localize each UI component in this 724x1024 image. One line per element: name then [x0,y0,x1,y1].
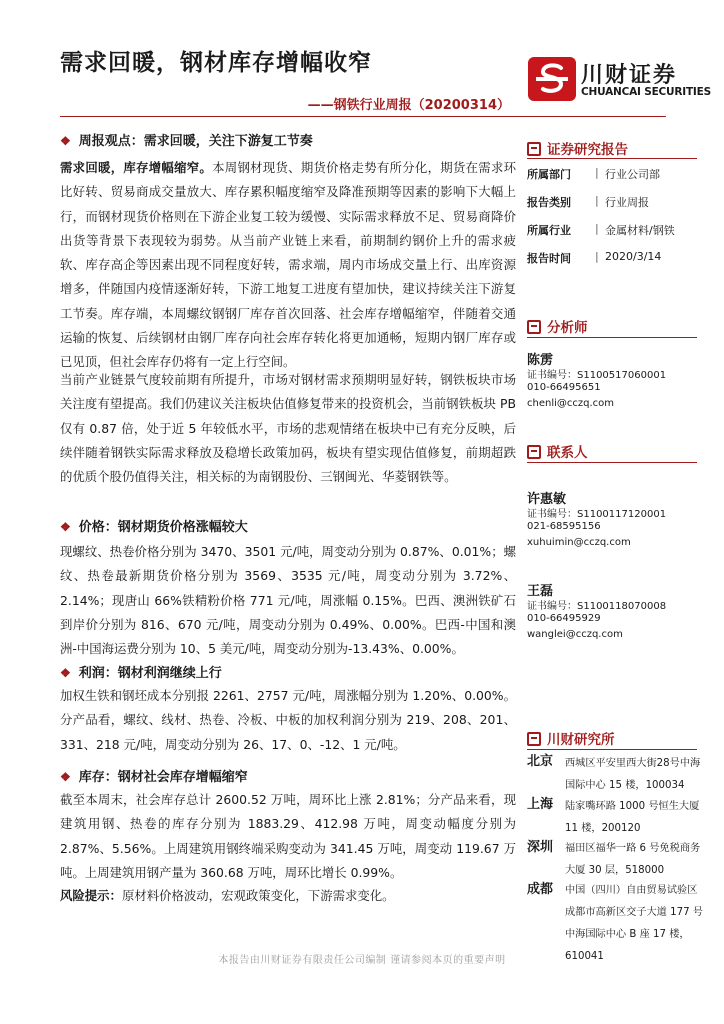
contact-name: 王磊 [527,584,554,599]
logo-english-name: CHUANCAI SECURITIES [581,86,711,98]
office-city: 北京 [527,754,554,769]
contact-cert: 证书编号：S1100117120001 [527,509,667,520]
page-footer-disclaimer: 本报告由川财证券有限责任公司编制 谨请参阅本页的重要声明 [218,955,506,966]
office-city: 深圳 [527,840,554,855]
section-heading-inventory: ❖ 库存：钢材社会库存增幅缩窄 [60,770,248,785]
contact-name: 许惠敏 [527,492,567,507]
diamond-bullet-icon: ❖ [60,666,71,680]
analyst-name: 陈雳 [527,353,554,368]
diamond-bullet-icon: ❖ [60,770,71,784]
contact-phone: 010-66495929 [527,613,601,624]
office-address: 西城区平安里西大街28号中海国际中心 15 楼，100034 [565,758,701,791]
contact-phone: 021-68595156 [527,521,601,532]
sidebar-divider [527,337,697,338]
office-address: 陆家嘴环路 1000 号恒生大厦 11 楼，200120 [565,801,700,834]
analyst-cert: 证书编号：S1100517060001 [527,370,667,381]
contact-cert: 证书编号：S1100118070008 [527,601,667,612]
sidebar-heading-institute: 川财研究所 [527,728,615,748]
outlook-paragraph-2: 当前产业链景气度较前期有所提升，市场对钢材需求预期明显好转，钢铁板块市场关注度有望提高。我们仍建议关注板块估值修复带来的投资机会，当前钢铁板块 PB 仅有 0.87 倍，处于近 5 年较低水平，市场的悲观情绪在板块中已有充分反映，后续伴随着钢铁实际需求释放及稳增长政策加码，板块有望实现估值修复，前期超跌的优质个股仍值得关注，相关标的为南钢股份、三钢闽光、华菱钢铁等。 [60,372,516,485]
report-title: 需求回暖，钢材库存增幅收窄 [60,49,372,76]
contact-email[interactable]: wanglei@cczq.com [527,629,623,640]
info-row-department: 所属部门 | 行业公司部 [527,166,697,190]
section-heading-profit: ❖ 利润：钢材利润继续上行 [60,666,222,681]
outlook-lead: 需求回暖，库存增幅缩窄。 [60,160,213,175]
chuancai-logo-icon [527,56,577,102]
diamond-bullet-icon: ❖ [60,134,71,148]
inventory-paragraph: 截至本周末，社会库存总计 2600.52 万吨，周环比上涨 2.81%；分产品来看，现建筑用钢、热卷的库存分别为 1883.29、412.98 万吨，周变动幅度分别为 2.87%、5.56%。上周建筑用钢终端采购变动为 341.45 万吨，周变动 119.67 万吨。上周建筑用钢产量为 360.68 万吨，周环比增长 0.99%。 [60,792,516,880]
contact-email[interactable]: xuhuimin@cczq.com [527,537,631,548]
risk-label: 风险提示： [60,888,122,903]
section-marker-icon [527,142,541,156]
outlook-paragraph-1: 需求回暖，库存增幅缩窄。本周钢材现货、期货价格走势有所分化，期货在需求环比好转、贸易商成交量放大、库存累积幅度缩窄及降准预期等因素的影响下大幅上行，而钢材现货价格则在下游企业复工较为缓慢、实际需求释放不足、贸易商降价出货等背景下表现较为弱势。从当前产业链上来看，前期制约钢价上升的需求疲软、库存高企等因素出现不同程度好转，需求端，周内市场成交量上行、出库资源增多，伴随国内疫情逐渐好转，下游工地复工进度有望加快，建议持续关注下游复工节奏。库存端，本周螺纹钢钢厂库存首次回落、社会库存增幅缩窄，伴随着交通运输的恢复、后续钢材由钢厂库存向社会库存转化将更加通畅，短期内钢厂库存或已见顶，但社会库存仍将有一定上行空间。 [60,160,517,370]
sidebar-heading-report: 证券研究报告 [527,138,628,158]
info-row-category: 报告类别 | 行业周报 [527,194,697,218]
header-divider [60,116,666,117]
sidebar-divider [527,462,697,463]
section-heading-price: ❖ 价格：钢材期货价格涨幅较大 [60,520,248,535]
office-address: 福田区福华一路 6 号免税商务大厦 30 层，518000 [565,843,701,876]
section-marker-icon [527,732,541,746]
office-address: 中国（四川）自由贸易试验区成都市高新区交子大道 177 号中海国际中心 B 座 17 楼，610041 [565,885,703,962]
info-row-date: 报告时间 | 2020/3/14 [527,250,697,274]
analyst-email[interactable]: chenli@cczq.com [527,398,615,409]
risk-warning: 风险提示：原材料价格波动，宏观政策变化，下游需求变化。 [60,888,395,903]
sidebar-divider [527,158,697,159]
diamond-bullet-icon: ❖ [60,520,71,534]
profit-paragraph: 加权生铁和钢坯成本分别报 2261、2757 元/吨，周涨幅分别为 1.20%、0.00%。分产品看，螺纹、线材、热卷、冷板、中板的加权利润分别为 219、208、201、331、218 元/吨，周变动分别为 26、17、0、-12、1 元/吨。 [60,688,516,752]
section-marker-icon [527,320,541,334]
section-marker-icon [527,445,541,459]
price-paragraph: 现螺纹、热卷价格分别为 3470、3501 元/吨，周变动分别为 0.87%、0.01%；螺纹、热卷最新期货价格分别为 3569、3535 元/吨，周变动分别为 3.72%、2.14%；现唐山 66%铁精粉价格 771 元/吨，周涨幅 0.15%。巴西、澳洲铁矿石到岸价分别为 816、670 元/吨，周变动分别为 0.49%、0.00%。巴西-中国和澳洲-中国海运费分别为 10、5 美元/吨，周变动分别为-13.43%、0.00%。 [60,544,516,657]
info-row-industry: 所属行业 | 金属材料/钢铁 [527,222,697,246]
office-city: 成都 [527,882,554,897]
sidebar-heading-analyst: 分析师 [527,316,588,336]
section-heading-outlook: ❖ 周报观点：需求回暖，关注下游复工节奏 [60,134,313,149]
sidebar-heading-contact: 联系人 [527,441,588,461]
report-subtitle: ——钢铁行业周报（20200314） [307,98,510,113]
office-city: 上海 [527,797,554,812]
logo-chinese-name: 川财证券 [581,63,678,88]
analyst-phone: 010-66495651 [527,382,601,393]
company-logo [527,56,711,102]
